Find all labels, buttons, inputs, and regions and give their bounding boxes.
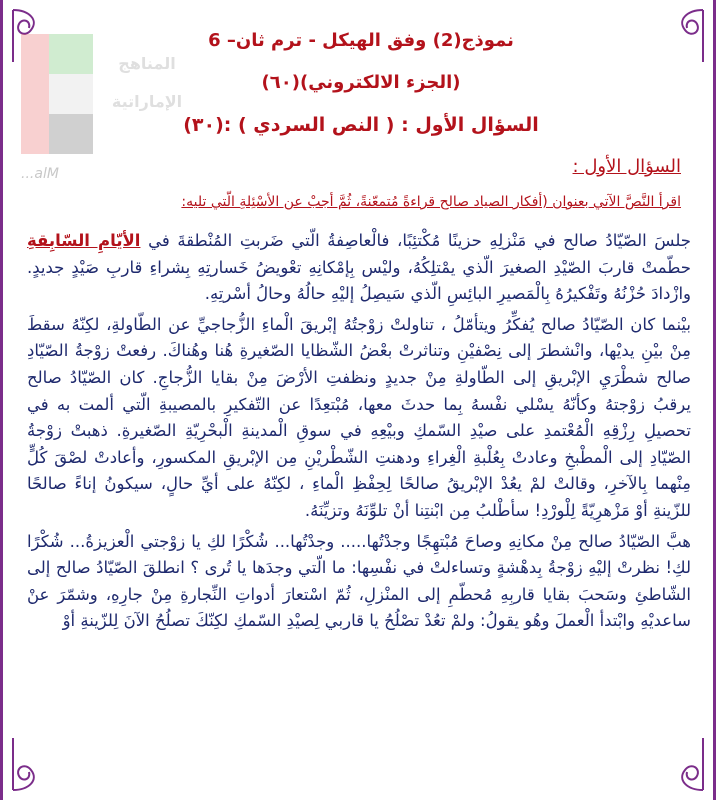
model-title: نموذج(2) وفق الهيكل - ترم ثان– 6 [208,30,514,51]
watermark-line1: المناهج [118,54,176,73]
corner-ornament-icon [667,734,707,794]
corner-ornament-icon [9,734,49,794]
story-p1-end: حطّمتْ قاربَ الصّيْدِ الصغيرَ الّذي يمْتلِكُهُ، وليْس بِإمْكانِهِ تعْويضُ خَسارتِهِ بِشراءِ قاربِ صَيْدٍ جديدٍ. وازْدادَ حُزْنُهُ وتَفْكيرُهُ بِالْمَصيرِ البائِسِ الّذي سَيصِلُ إليْهِ حالُهُ وحالُ أسْرتِهِ. [27,257,691,304]
story-p1-start: جلسَ الصّيّادُ صالح في مَنْزلِهِ حزينًا مُكْتئِبًا، فالْعاصِفةُ الّتي ضَربتِ المُنْطقةَ في [148,231,692,250]
story-p1-highlight: الأيّامِ السّابِقةِ [27,231,141,250]
story-paragraph-1 [27,228,691,308]
story-paragraph-2: بيْنما كان الصّيّادُ صالح يُفكِّرُ ويتأمّلُ ، تناولتْ زوْجتُهُ إبْريقَ الْماءِ الزُّجاجيِّ عن الطّاولةِ، لكِنّهُ سقطَ مِنْ بيْنِ يديْها، وانْشطرَ إلى نِصْفيْنِ وتناثرتْ بعْضُ الشّظايا الصّغيرةِ هُنا وهُناكَ. رفعتْ زوْجةُ الصّيّادِ صالح شطْرَيِ الإبْريقِ إلى الطّاولةِ مِنْ جديدٍ ونظفتِ الأرْضَ مِنْ بقايا الزُّجاجِ. كان الصّيّادُ صالح يرقبُ زوْجتهُ وكأنّهُ يسْلي نفْسهُ بِما حدثَ معها، مُبْتعِدًا عن التّفكيرِ بالمصيبةِ الّتي ألمت به في تحصيلِ رِزْقِهِ الْمُعْتمدِ على صيْدِ السّمكِ وبيْعِهِ في سوقِ الْمدينةِ الْبحْرِيّةِ الصّغيرةِ. ذهبتْ زوْجةُ الصّيّادِ إلى الْمطْبخِ وعادتْ بِعُلْبةِ الْغِراءِ ودهنتِ الشّطْريْنِ مِن الإبْريقِ المكسورِ، وأعادتْ لصْقَ كُلٍّ مِنْهما بِالآخرِ، وقالتْ لمْ يعُدْ الإبْريقُ صالحًا لِحِفْظِ الْماءِ ، لكِنّهُ على أيِّ حالٍ، سيكونُ إناءً صالحًا للزّينةِ أوْ مَزْهرِيّةً لِلْورْدِ! سأطْلبُ مِن ابْنتِنا أنْ تلوِّنَهُ وتزيِّنَهُ. [27,314,691,520]
question-instruction: اقرأ النَّصَّ الآتي بعنوان (أفكار الصياد صالح قراءةً مُتمعّنةً، ثُمَّ أجبْ عن الأسْئِلةِ الّتي تليه: [181,194,681,210]
part-title: (الجزء الالكتروني)(٦٠) [261,72,461,93]
section-title: السؤال الأول : ( النص السردي ) :(٣٠) [183,114,539,136]
question-label: السؤال الأول : [572,156,681,177]
watermark-footer: alM... [21,166,59,182]
watermark-line2: الإماراتية [111,92,183,111]
story-paragraph-3: هبَّ الصّيّادُ صالح مِنْ مكانِهِ وصاحَ مُبْتهِجًا وجدْتُها..... وجدْتُها... شُكْرًا لكِ يا زوْجتي الْعزيزةُ... شُكْرًا لكِ! نظرتْ إليْهِ زوْجةُ بِدهْشةٍ وتساءلتْ في نفْسِها: ما الّتي وجدَها يا تُرى ؟ انطلقَ الصّيّادُ صالح إلى الشّاطئِ وسَحبَ بقايا قاربِهِ مُحطّمِ إلى المنْزلِ، ثُمّ اسْتعارَ أدواتِ النِّجارةِ مِنْ جارِهِ، وشمّرَ عنْ ساعديْهِ وابْتدأ الْعملَ وهُو يقولُ: ولمْ تعُدْ تصْلُحُ يا قاربي لِصيْدِ السّمكِ لكِنّكَ تصلُحُ الآنَ لِلزّينةِ أوْ [27,531,691,631]
story-text [27,228,691,639]
